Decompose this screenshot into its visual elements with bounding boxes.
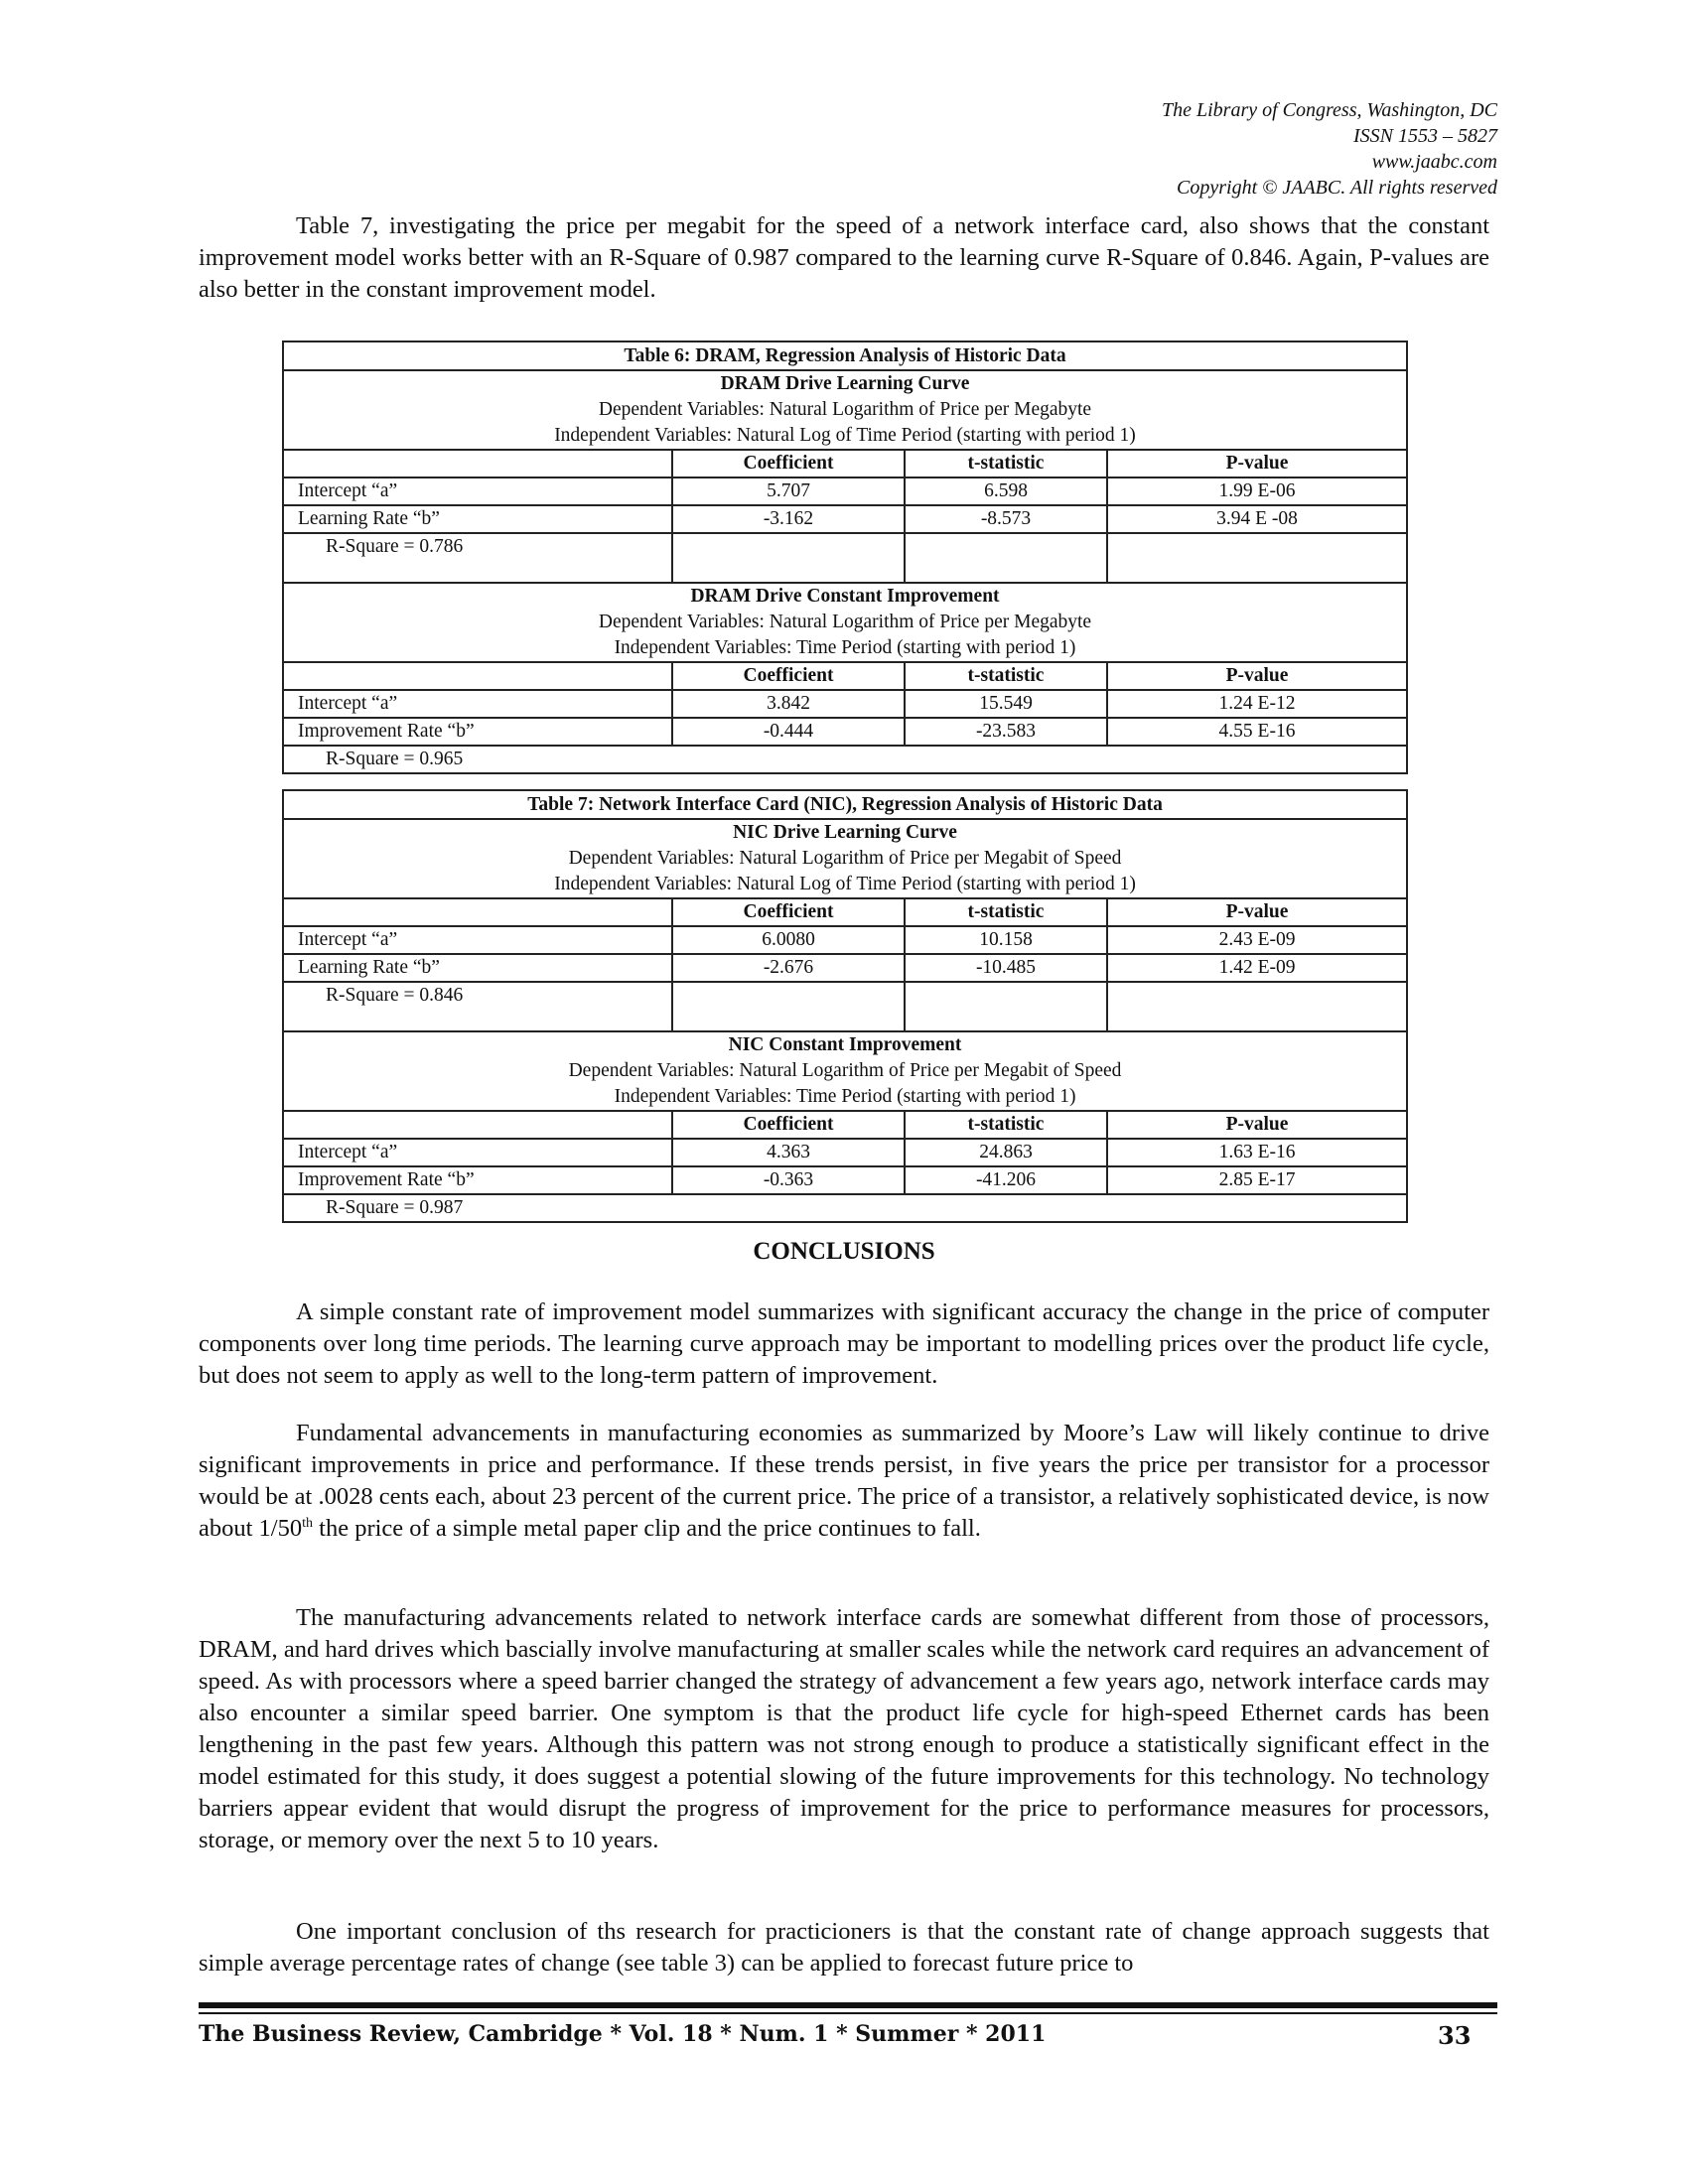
rsquare-row <box>283 533 1407 583</box>
paragraph-text: One important conclusion of ths research for practicioners is that the constant rate of change approach suggests that simple average percentage rates of change (see table 3) can be applied to forecast future price to <box>199 1918 1489 1977</box>
t-statistic-cell: 24.863 <box>905 1139 1107 1166</box>
rsquare-value: R-Square = 0.965 <box>283 746 1407 773</box>
p-value-cell: 2.85 E-17 <box>1107 1166 1407 1194</box>
p-value-cell: 1.99 E-06 <box>1107 478 1407 505</box>
row-label: Improvement Rate “b” <box>283 718 672 746</box>
t-statistic-cell: 15.549 <box>905 690 1107 718</box>
p-value-cell: 1.42 E-09 <box>1107 954 1407 982</box>
coefficient-cell: -3.162 <box>672 505 905 533</box>
row-label: Intercept “a” <box>283 926 672 954</box>
column-header-t-statistic: t-statistic <box>905 450 1107 478</box>
p-value-cell: 3.94 E -08 <box>1107 505 1407 533</box>
footer-journal: The Business Review, Cambridge * Vol. 18 * Num. 1 * Summer * 2011 <box>199 2021 1047 2047</box>
t-statistic-cell: -10.485 <box>905 954 1107 982</box>
table-row <box>283 505 1407 533</box>
blank-cell <box>283 450 672 478</box>
footer-rule-thick <box>199 2002 1497 2008</box>
coefficient-cell: 4.363 <box>672 1139 905 1166</box>
column-header-coefficient: Coefficient <box>672 1111 905 1139</box>
blank-cell <box>905 533 1107 583</box>
model-header <box>283 1031 1407 1111</box>
paragraph-text: The manufacturing advancements related to network interface cards are somewhat different from those of processors, DRAM, and hard drives which bascially involve manufacturing at smaller scales while the network card requires an advancement of speed. As with processors where a speed barrier changed the strategy of advancement a few years ago, network interface cards may also encounter a similar speed barrier. One symptom is that the product life cycle for high-speed Ethernet cards has been lengthening in the past few years. Although this pattern was not strong enough to produce a statistically significant effect in the model estimated for this study, it does suggest a potential slowing of the future improvements for this technology. No technology barriers appear evident that would disrupt the progress of improvement for the price to performance measures for processors, storage, or memory over the next 5 to 10 years. <box>199 1604 1489 1853</box>
t-statistic-cell: 10.158 <box>905 926 1107 954</box>
paragraph-text-continued: the price of a simple metal paper clip and the price continues to fall. <box>313 1515 981 1542</box>
table-row <box>283 718 1407 746</box>
page-number: 33 <box>1438 2021 1472 2050</box>
column-header-coefficient: Coefficient <box>672 450 905 478</box>
coefficient-cell: 6.0080 <box>672 926 905 954</box>
table-row <box>283 1166 1407 1194</box>
coefficient-cell: 3.842 <box>672 690 905 718</box>
blank-cell <box>1107 982 1407 1031</box>
blank-cell <box>283 1111 672 1139</box>
dependent-variables: Dependent Variables: Natural Logarithm of Price per Megabyte <box>598 612 1092 632</box>
column-header-p-value: P-value <box>1107 898 1407 926</box>
row-label: Improvement Rate “b” <box>283 1166 672 1194</box>
blank-cell <box>672 533 905 583</box>
p-value-cell: 1.63 E-16 <box>1107 1139 1407 1166</box>
t-statistic-cell: 6.598 <box>905 478 1107 505</box>
rsquare-value: R-Square = 0.987 <box>283 1194 1407 1222</box>
p-value-cell: 1.24 E-12 <box>1107 690 1407 718</box>
table-row <box>283 954 1407 982</box>
table-6 <box>282 341 1408 774</box>
row-label: Intercept “a” <box>283 1139 672 1166</box>
dependent-variables: Dependent Variables: Natural Logarithm of Price per Megabit of Speed <box>568 848 1122 869</box>
independent-variables: Independent Variables: Natural Log of Time Period (starting with period 1) <box>554 874 1136 894</box>
header-line-copyright: Copyright © JAABC. All rights reserved <box>1177 177 1497 199</box>
row-label: Learning Rate “b” <box>283 954 672 982</box>
rsquare-value: R-Square = 0.846 <box>283 982 672 1031</box>
rsquare-value: R-Square = 0.786 <box>283 533 672 583</box>
model-title: DRAM Drive Constant Improvement <box>690 586 1000 607</box>
table-caption: Table 6: DRAM, Regression Analysis of Historic Data <box>283 341 1407 370</box>
intro-paragraph <box>199 210 1489 306</box>
column-header-coefficient: Coefficient <box>672 898 905 926</box>
blank-cell <box>905 982 1107 1031</box>
conclusions-paragraph-1 <box>199 1297 1489 1392</box>
conclusions-paragraph-3 <box>199 1602 1489 1856</box>
t-statistic-cell: -8.573 <box>905 505 1107 533</box>
column-header-p-value: P-value <box>1107 450 1407 478</box>
t-statistic-cell: -23.583 <box>905 718 1107 746</box>
superscript-th: th <box>302 1515 314 1531</box>
table-caption: Table 7: Network Interface Card (NIC), Regression Analysis of Historic Data <box>283 790 1407 819</box>
table-7 <box>282 789 1408 1223</box>
footer-rule-thin <box>199 2012 1497 2014</box>
model-header <box>283 370 1407 450</box>
header-line-library: The Library of Congress, Washington, DC <box>1161 99 1497 121</box>
column-header-t-statistic: t-statistic <box>905 662 1107 690</box>
column-header-coefficient: Coefficient <box>672 662 905 690</box>
independent-variables: Independent Variables: Time Period (starting with period 1) <box>614 1086 1076 1107</box>
rsquare-row <box>283 1194 1407 1222</box>
rsquare-row <box>283 982 1407 1031</box>
column-header-t-statistic: t-statistic <box>905 898 1107 926</box>
row-label: Intercept “a” <box>283 478 672 505</box>
blank-cell <box>672 982 905 1031</box>
independent-variables: Independent Variables: Natural Log of Time Period (starting with period 1) <box>554 425 1136 446</box>
table-row <box>283 926 1407 954</box>
p-value-cell: 2.43 E-09 <box>1107 926 1407 954</box>
t-statistic-cell: -41.206 <box>905 1166 1107 1194</box>
paragraph-text: A simple constant rate of improvement model summarizes with significant accuracy the change in the price of computer components over long time periods. The learning curve approach may be important to modelling prices over the product life cycle, but does not seem to apply as well to the long-term pattern of improvement. <box>199 1298 1489 1389</box>
row-label: Intercept “a” <box>283 690 672 718</box>
coefficient-cell: 5.707 <box>672 478 905 505</box>
section-heading-conclusions: CONCLUSIONS <box>753 1238 935 1265</box>
dependent-variables: Dependent Variables: Natural Logarithm of Price per Megabyte <box>598 399 1092 420</box>
column-header-t-statistic: t-statistic <box>905 1111 1107 1139</box>
p-value-cell: 4.55 E-16 <box>1107 718 1407 746</box>
conclusions-paragraph-4 <box>199 1916 1489 1979</box>
table-row <box>283 1139 1407 1166</box>
journal-header <box>1162 97 1497 201</box>
blank-cell <box>1107 533 1407 583</box>
model-title: NIC Drive Learning Curve <box>733 822 957 843</box>
model-title: DRAM Drive Learning Curve <box>720 373 970 394</box>
header-line-issn: ISSN 1553 – 5827 <box>1353 125 1497 147</box>
column-header-p-value: P-value <box>1107 1111 1407 1139</box>
conclusions-paragraph-2 <box>199 1418 1489 1545</box>
dependent-variables: Dependent Variables: Natural Logarithm of Price per Megabit of Speed <box>568 1060 1122 1081</box>
blank-cell <box>283 898 672 926</box>
column-header-p-value: P-value <box>1107 662 1407 690</box>
model-header <box>283 819 1407 898</box>
table-row <box>283 690 1407 718</box>
coefficient-cell: -0.363 <box>672 1166 905 1194</box>
intro-text: Table 7, investigating the price per megabit for the speed of a network interface card, also shows that the constant improvement model works better with an R-Square of 0.987 compared to the learning curve R-Square of 0.846. Again, P-values are also better in the constant improvement model. <box>199 212 1489 303</box>
rsquare-row <box>283 746 1407 773</box>
blank-cell <box>283 662 672 690</box>
model-title: NIC Constant Improvement <box>728 1034 962 1055</box>
coefficient-cell: -0.444 <box>672 718 905 746</box>
header-line-website: www.jaabc.com <box>1371 151 1497 173</box>
independent-variables: Independent Variables: Time Period (starting with period 1) <box>614 637 1076 658</box>
coefficient-cell: -2.676 <box>672 954 905 982</box>
row-label: Learning Rate “b” <box>283 505 672 533</box>
model-header <box>283 583 1407 662</box>
table-row <box>283 478 1407 505</box>
paragraph-text: Fundamental advancements in manufacturing economies as summarized by Moore’s Law will likely continue to drive significant improvements in price and performance. If these trends persist, in five years the price per transistor for a processor would be at .0028 cents each, about 23 percent of the current price. The price of a transistor, a relatively sophisticated device, is now about 1/50 <box>199 1420 1489 1542</box>
